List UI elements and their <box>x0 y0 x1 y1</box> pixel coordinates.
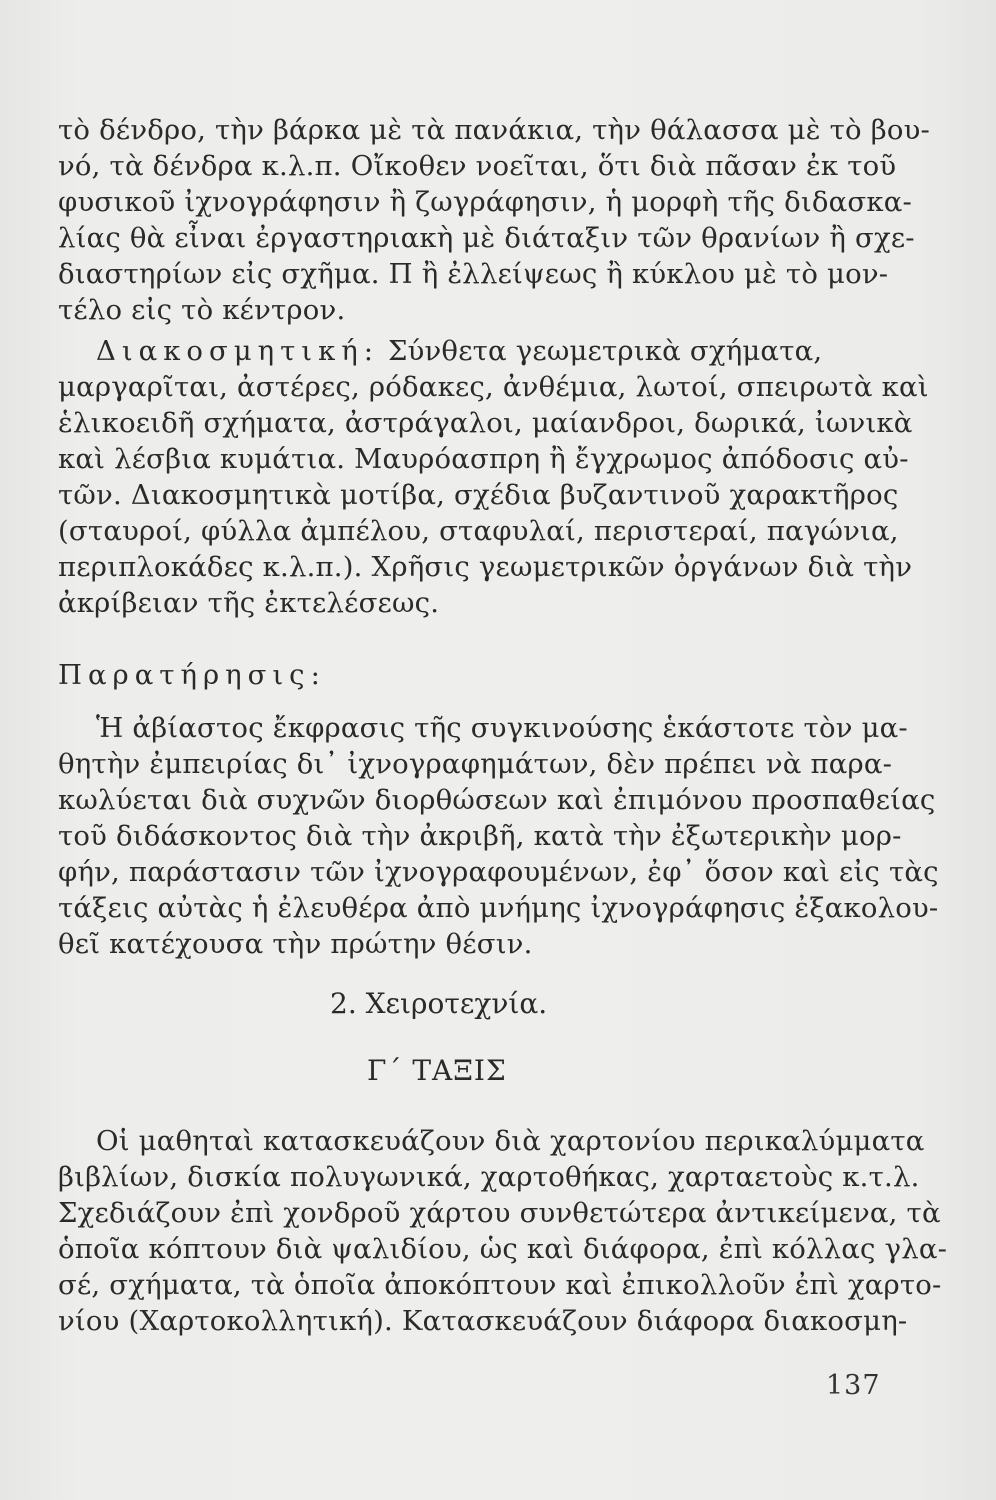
text-line: τάξεις αὐτὰς ἡ ἐλευθέρα ἀπὸ μνήμης ἰχνογράφησις ἐξακολου- <box>58 892 939 924</box>
text-line: νό, τὰ δένδρα κ.λ.π. Οἴκοθεν νοεῖται, ὅτι διὰ πᾶσαν ἐκ τοῦ <box>58 150 897 182</box>
class-heading: Γ΄ ΤΑΞΙΣ <box>367 1054 507 1087</box>
term-decorative: Διακοσμητική: <box>96 335 380 367</box>
text-line: κωλύεται διὰ συχνῶν διορθώσεων καὶ ἐπιμόνου προσπαθείας <box>58 784 936 816</box>
text-line: Ἡ ἀβίαστος ἔκφρασις τῆς συγκινούσης ἑκάστοτε τὸν μα- <box>96 712 908 744</box>
text-line: φήν, παράστασιν τῶν ἰχνογραφουμένων, ἐφ᾿ ὅσον καὶ εἰς τὰς <box>58 856 939 888</box>
text-line: ἀκρίβειαν τῆς ἐκτελέσεως. <box>58 587 440 619</box>
text-line: ἑλικοειδῆ σχήματα, ἀστράγαλοι, μαίανδροι, δωρικά, ἰωνικὰ <box>58 407 913 439</box>
text-line: μαργαρῖται, ἀστέρες, ρόδακες, ἀνθέμια, λωτοί, σπειρωτὰ καὶ <box>58 371 929 403</box>
term-definition: Σύνθετα γεωμετρικὰ σχήματα, <box>379 335 823 367</box>
text-line: σέ, σχήματα, τὰ ὁποῖα ἀποκόπτουν καὶ ἐπικολλοῦν ἐπὶ χαρτο- <box>58 1269 942 1301</box>
text-line: καὶ λέσβια κυμάτια. Μαυρόασπρη ἢ ἔγχρωμος ἀπόδοσις αὐ- <box>58 443 909 475</box>
text-line: τοῦ διδάσκοντος διὰ τὴν ἀκριβῆ, κατὰ τὴν ἐξωτερικὴν μορ- <box>58 820 902 852</box>
text-line: διαστηρίων εἰς σχῆμα. Π ἢ ἐλλείψεως ἢ κύκλου μὲ τὸ μον- <box>58 258 889 290</box>
text-line: λίας θὰ εἶναι ἐργαστηριακὴ μὲ διάταξιν τῶν θρανίων ἢ σχε- <box>58 222 915 254</box>
text-line: (σταυροί, φύλλα ἀμπέλου, σταφυλαί, περιστεραί, παγώνια, <box>58 515 899 547</box>
text-line: περιπλοκάδες κ.λ.π.). Χρῆσις γεωμετρικῶν ὀργάνων διὰ τὴν <box>58 551 913 583</box>
section-heading: 2. Χειροτεχνία. <box>330 987 548 1020</box>
text-line: θεῖ κατέχουσα τὴν πρώτην θέσιν. <box>58 928 533 960</box>
text-line: φυσικοῦ ἰχνογράφησιν ἢ ζωγράφησιν, ἡ μορφὴ τῆς διδασκα- <box>58 186 912 218</box>
text-line: τέλο εἰς τὸ κέντρον. <box>58 294 346 326</box>
page-number: 137 <box>826 1370 881 1401</box>
text-line: Οἱ μαθηταὶ κατασκευάζουν διὰ χαρτονίου περικαλύμματα <box>96 1125 925 1157</box>
note-title: Παρατήρησις: <box>58 659 326 691</box>
text-line: θητὴν ἐμπειρίας δι᾿ ἰχνογραφημάτων, δὲν πρέπει νὰ παρα- <box>58 748 893 780</box>
text-line: τῶν. Διακοσμητικὰ μοτίβα, σχέδια βυζαντινοῦ χαρακτῆρος <box>58 479 899 511</box>
text-line-first <box>96 333 822 369</box>
text-line: βιβλίων, δισκία πολυγωνικά, χαρτοθήκας, χαρταετοὺς κ.τ.λ. <box>58 1161 920 1193</box>
text-line: τὸ δένδρο, τὴν βάρκα μὲ τὰ πανάκια, τὴν θάλασσα μὲ τὸ βου- <box>58 114 931 146</box>
text-line: ὁποῖα κόπτουν διὰ ψαλιδίου, ὡς καὶ διάφορα, ἐπὶ κόλλας γλα- <box>58 1233 948 1265</box>
text-line: Σχεδιάζουν ἐπὶ χονδροῦ χάρτου συνθετώτερα ἀντικείμενα, τὰ <box>58 1197 941 1229</box>
text-line: νίου (Χαρτοκολλητική). Κατασκευάζουν διάφορα διακοσμη- <box>58 1305 908 1337</box>
